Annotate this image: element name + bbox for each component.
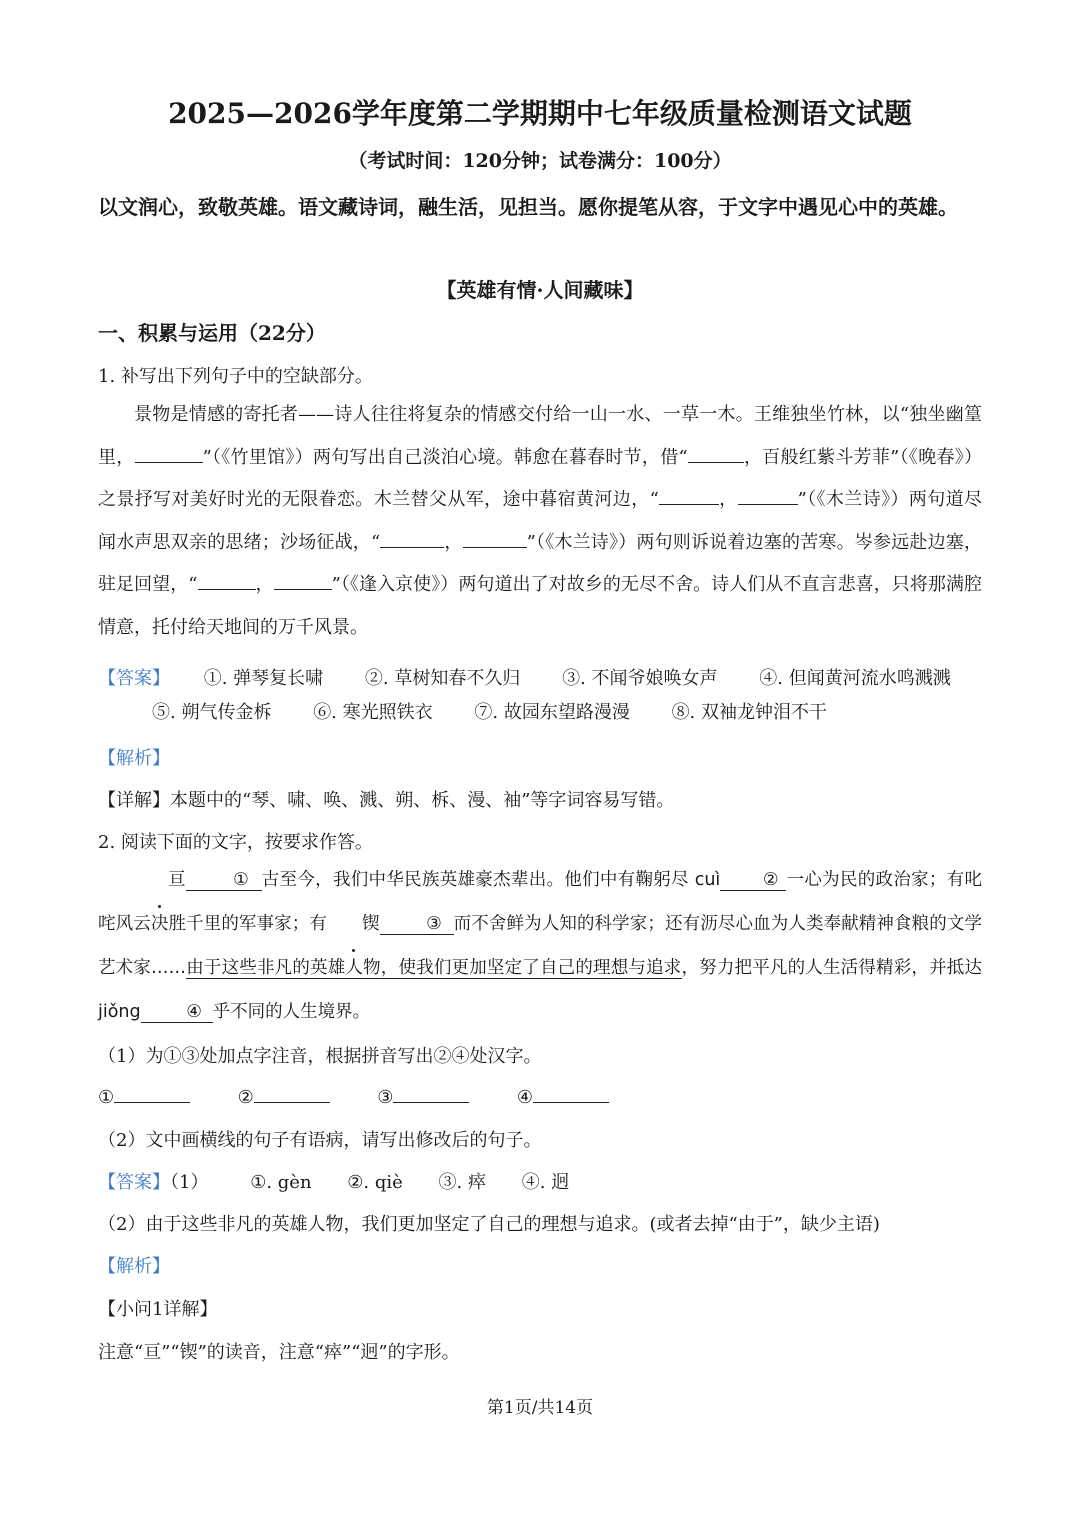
answer-item: ③. 不闻爷娘唤女声	[562, 668, 718, 689]
fill-blank: ④	[141, 1002, 213, 1023]
q2-fill-row	[98, 1084, 609, 1108]
q1-detail	[98, 786, 674, 812]
q1-blank	[688, 444, 744, 463]
q1-answer-row	[98, 658, 984, 701]
q1-text-h: ，	[255, 574, 274, 595]
q1-text-f: ，	[444, 531, 463, 553]
answer-item: ⑦. 故园东望路漫漫	[474, 702, 630, 723]
answer-item: ①. 弹琴复长啸	[203, 668, 324, 689]
answer-item: ⑧. 双袖龙钟泪不干	[671, 702, 828, 723]
answer-item: ④. 但闻黄河流水鸣溅溅	[759, 668, 951, 689]
intro-text: 以文润心，致敬英雄。语文藏诗词，融生活，见担当。愿你提笔从容，于文字中遇见心中的英雄。	[98, 195, 958, 219]
q2-text-c: 而不舍鲜为人知的科学家；还有沥尽心血为人类奉献精神食粮的文学艺术家……	[98, 914, 983, 978]
q1-blank	[738, 486, 798, 505]
q1-blank	[135, 444, 203, 463]
answer-item: ⑤. 朔气传金柝	[152, 702, 272, 723]
page-title: 2025—2026学年度第二学期期中七年级质量检测语文试题	[168, 97, 912, 130]
q1-text-c: ，百般红紫斗芳菲”（《晚春》）之景抒写对美好时光的无限眷恋。木兰替父从军，途中暮宿黄河边，“	[98, 446, 983, 510]
answer-item: ⑥. 寒光照铁衣	[313, 702, 433, 723]
fill-blank: ③	[380, 914, 454, 935]
q2-sub1: （1）为①③处加点字注音，根据拼音写出②④处汉字。	[98, 1046, 542, 1067]
q2-text-b: 一心为民的政治家；有叱咤风云决胜千里的军事家；有	[98, 870, 983, 934]
q1-blank	[274, 571, 332, 590]
q2-answer-row	[98, 1168, 569, 1194]
q2-passage	[98, 858, 982, 1034]
fill-line	[114, 1084, 190, 1103]
answer-prefix: （1）	[170, 1172, 209, 1193]
answer-item: ③. 瘁	[438, 1172, 486, 1193]
q1-text-g: ”（《木兰诗》）两句则诉说着边塞的苦寒。岑参远赴边塞，驻足回望，“	[98, 531, 983, 595]
fill-line	[254, 1084, 330, 1103]
q1-text-i: ”（《逢入京使》）两句道出了对故乡的无尽不舍。诗人们从不直言悲喜，只将那满腔情意，托付给天地间的万千风景。	[98, 574, 983, 638]
q1-passage	[98, 394, 982, 649]
q1-blank	[380, 529, 444, 548]
fill-blank: ②	[720, 870, 786, 891]
q1-answer-row-2	[98, 700, 827, 726]
answer-item: ②. qiè	[347, 1172, 403, 1193]
fill-label: ③	[377, 1087, 394, 1108]
answer-item: ①. gèn	[250, 1172, 312, 1193]
q1-text-b: ”（《竹里馆》）两句写出自己淡泊心境。韩愈在暮春时节，借“	[202, 446, 688, 468]
q2-sub2: （2）文中画横线的句子有语病，请写出修改后的句子。	[98, 1130, 542, 1151]
small-question-label: 【小问1详解】	[98, 1299, 218, 1320]
detail-text: 本题中的“琴、啸、唤、溅、朔、柝、漫、袖”等字词容易写错。	[170, 790, 675, 811]
q2-stem: 2. 阅读下面的文字，按要求作答。	[98, 832, 373, 853]
q1-text-d: ，	[718, 489, 738, 510]
analysis-label: 【解析】	[98, 748, 170, 769]
small-question-text: 注意“亘”“锲”的读音，注意“瘁”“迥”的字形。	[98, 1342, 460, 1363]
q1-text-e: ”（《木兰诗》）两句道尽闻水声思双亲的思绪；沙场征战，“	[98, 489, 983, 553]
q1-blank	[659, 486, 719, 505]
answer-label: 【答案】	[98, 1172, 170, 1193]
answer-item: ④. 迥	[521, 1172, 570, 1193]
q2-text-a: 古至今，我们中华民族英雄豪杰辈出。他们中有鞠躬尽 cuì	[261, 870, 721, 890]
fill-blank: ①	[186, 870, 262, 891]
q1-text-a: 景物是情感的寄托者——诗人往往将复杂的情感交付给一山一水、一草一木。王维独坐竹林，以“独坐幽篁里，	[98, 404, 982, 468]
q2-text-d: ，努力把平凡的人生活得精彩，并抵达 jiǒng	[98, 958, 982, 1022]
exam-info: （考试时间：120分钟；试卷满分：100分）	[348, 150, 732, 172]
section-heading: 一、积累与运用（22分）	[98, 321, 326, 345]
fill-label: ④	[516, 1087, 533, 1108]
detail-label: 【详解】	[98, 790, 170, 811]
underlined-sentence: 由于这些非凡的英雄人物，使我们更加坚定了自己的理想与追求	[186, 958, 682, 978]
q1-blank	[463, 529, 527, 548]
analysis-label: 【解析】	[98, 1256, 170, 1277]
fill-label: ①	[98, 1087, 115, 1108]
dotted-char: 锲	[327, 902, 380, 946]
dotted-char: 亘	[133, 858, 186, 902]
page-number: 第1页/共14页	[486, 1398, 594, 1418]
fill-label: ②	[237, 1087, 254, 1108]
q1-stem: 1. 补写出下列句子中的空缺部分。	[98, 366, 373, 387]
answer-label: 【答案】	[98, 668, 170, 689]
section-banner: 【英雄有情·人间藏味】	[436, 278, 644, 302]
fill-line	[393, 1084, 469, 1103]
fill-line	[533, 1084, 609, 1103]
q1-blank	[198, 571, 256, 590]
answer-item: ②. 草树知春不久归	[364, 668, 521, 689]
q2-text-e: 乎不同的人生境界。	[212, 1002, 371, 1022]
q2-answer-2: （2）由于这些非凡的英雄人物，我们更加坚定了自己的理想与追求。(或者去掉“由于”，缺少主语)	[98, 1214, 880, 1235]
